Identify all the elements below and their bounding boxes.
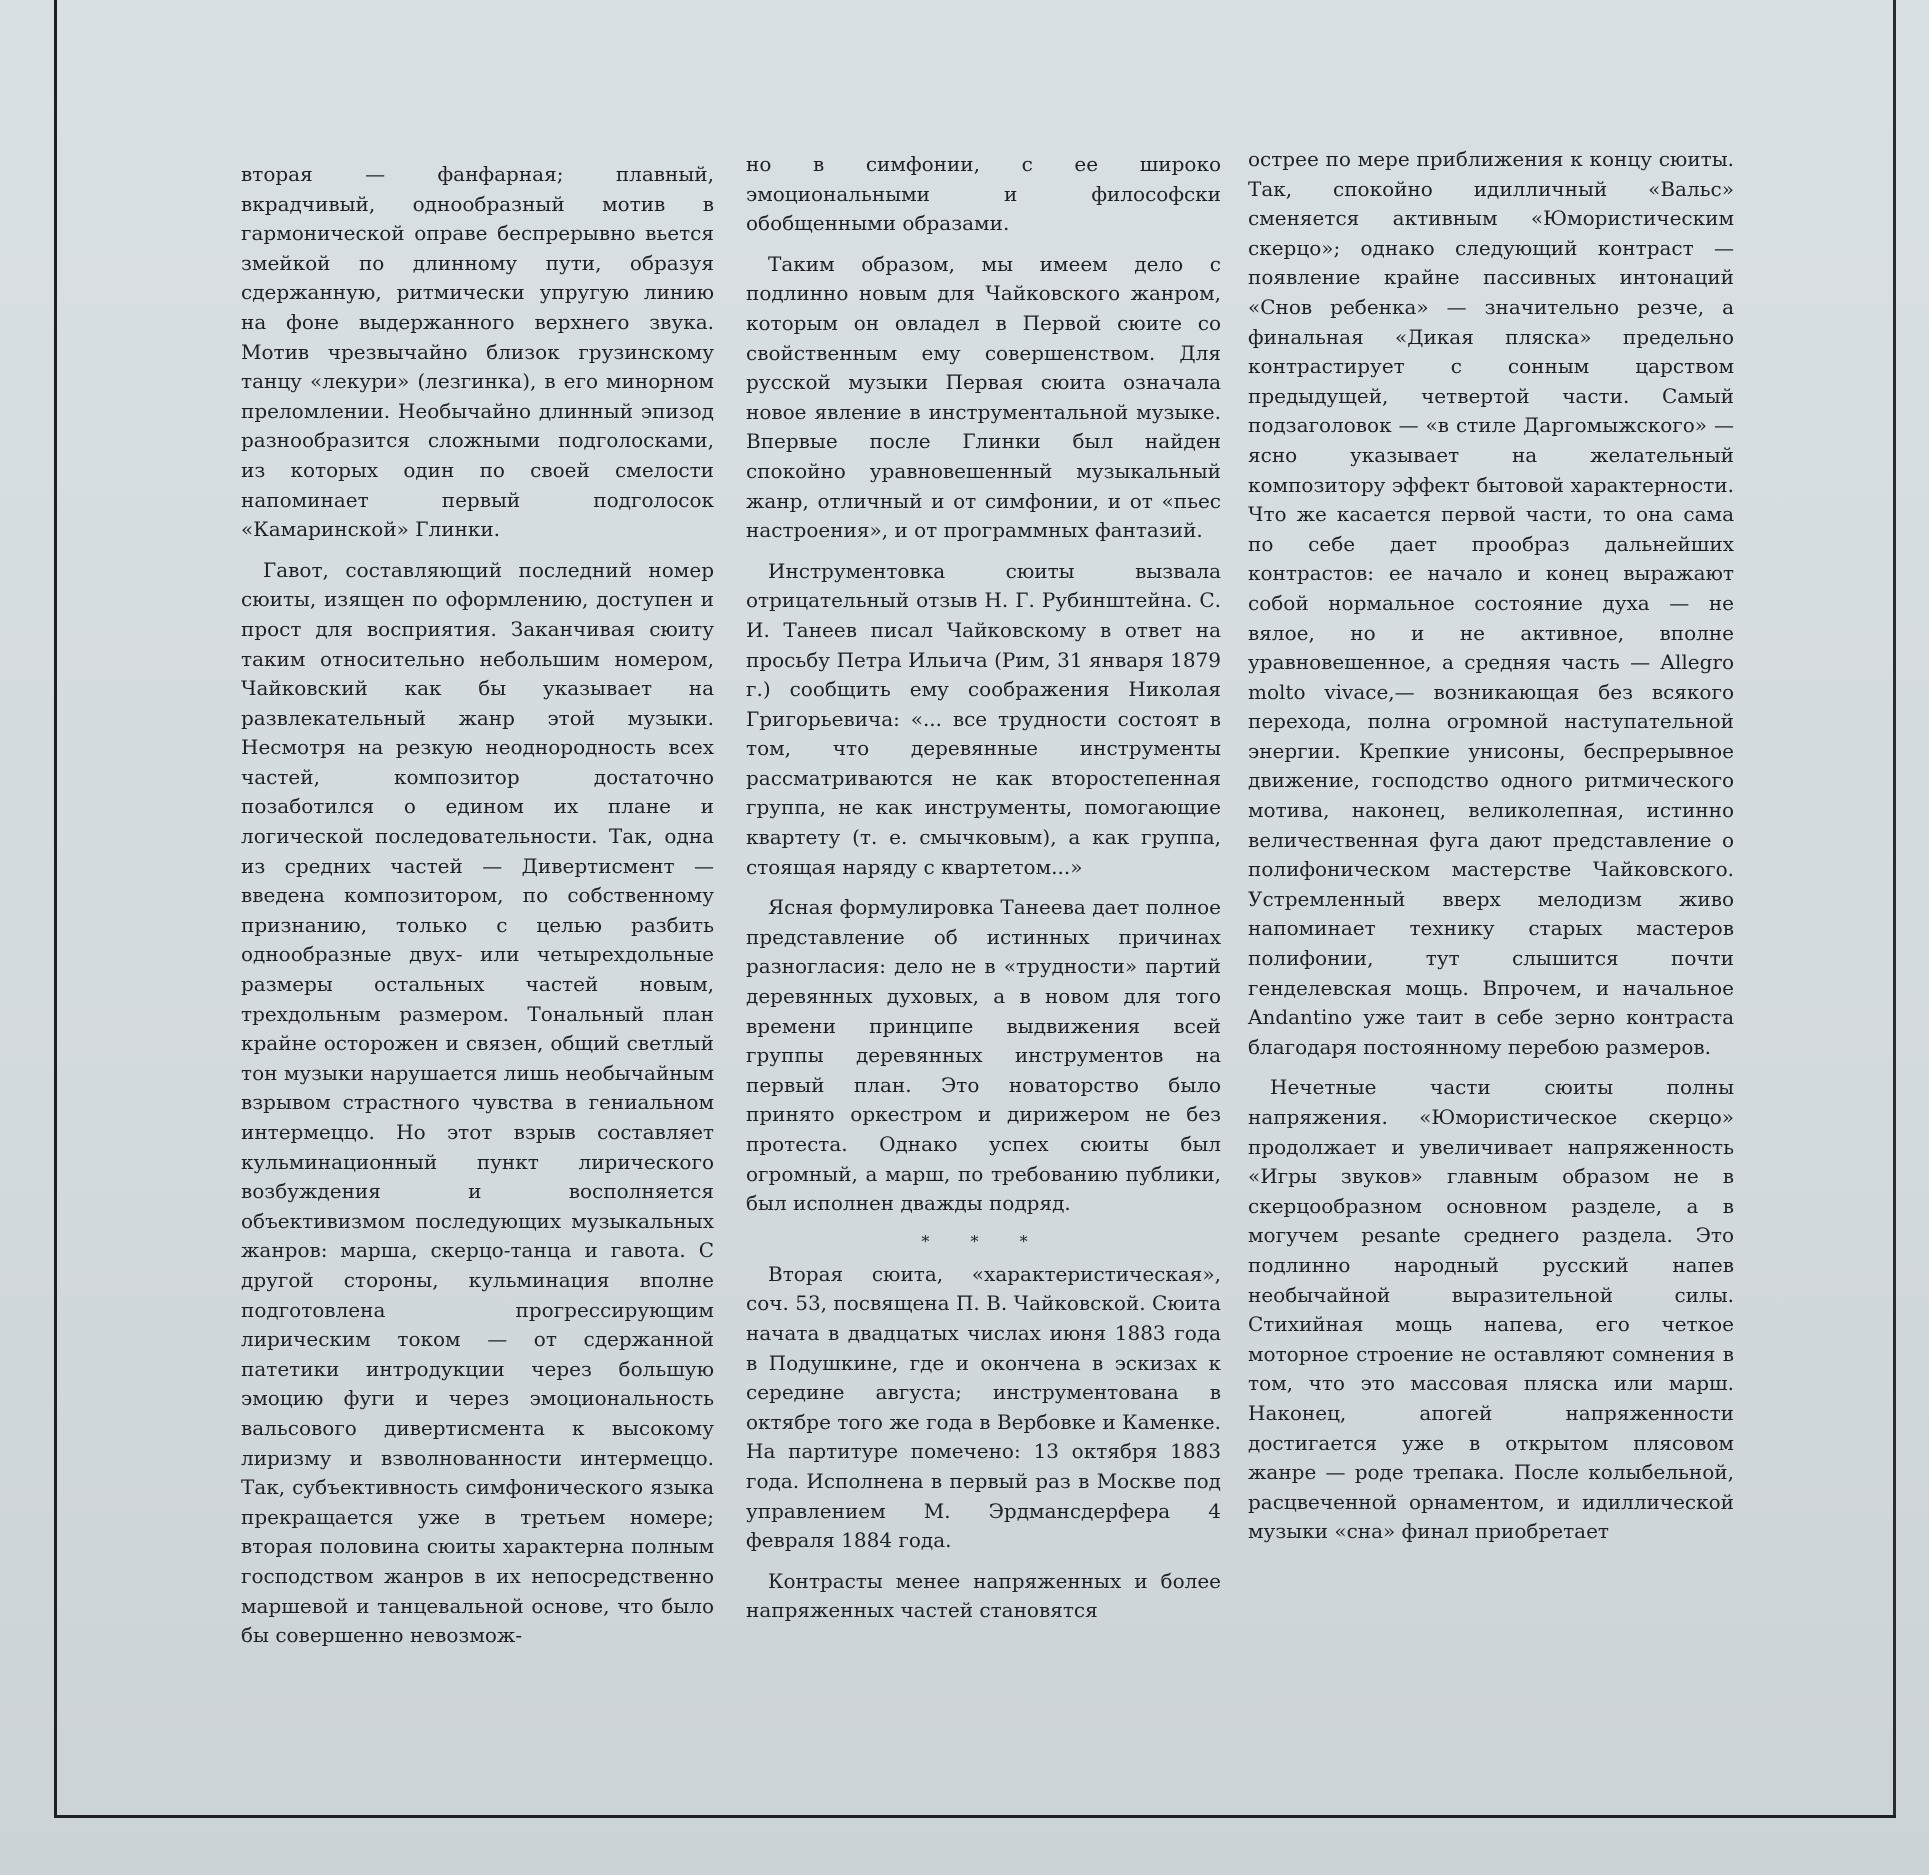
- paragraph: Ясная формулировка Танеева дает полное представление об истинных причинах разногласия: дело не в «трудности» партий деревянных духовых, а в новом для того времени принципе выдвижения всей группы деревянных инструментов на первый план. Это новаторство было принято оркестром и дирижером не без протеста. Однако успех сюиты был огромный, а марш, по требованию публики, был исполнен дважды подряд.: [746, 895, 1221, 1216]
- paragraph: Таким образом, мы имеем дело с подлинно новым для Чайковского жанром, которым он овладел в Первой сюите со свойственным ему совершенством. Для русской музыки Первая сюита означала новое явление в инструментальной музыке. Впервые после Глинки был найден спокойно уравновешенный музыкальный жанр, отличный и от симфонии, и от «пьес настроения», и от программных фантазий.: [746, 251, 1221, 543]
- paragraph: Контрасты менее напряженных и более напряженных частей становятся: [746, 1568, 1221, 1623]
- paragraph: Инструментовка сюиты вызвала отрицательный отзыв Н. Г. Рубинштейна. С. И. Танеев писал Чайковскому в ответ на просьбу Петра Ильича (Рим, 31 января 1879 г.) сообщить ему соображения Николая Григорьевича: «... все трудности состоят в том, что деревянные инструменты рассматриваются не как второстепенная группа, не как инструменты, помогающие квартету (т. е. смычковым), а как группа, стоящая наряду с квартетом...»: [746, 558, 1221, 879]
- text-column-2: [746, 150, 1221, 1637]
- text-column-1: [241, 160, 714, 1662]
- paragraph: Вторая сюита, «характеристическая», соч. 53, посвящена П. В. Чайковской. Сюита начата в двадцатых числах июня 1883 года в Подушкине, где и окончена в эскизах к середине августа; инструментована в октябре того же года в Вербовке и Каменке. На партитуре помечено: 13 октября 1883 года. Исполнена в первый раз в Москве под управлением М. Эрдмансдерфера 4 февраля 1884 года.: [746, 1261, 1221, 1553]
- page-frame-bottom-rule: [54, 1815, 1896, 1818]
- paragraph: Нечетные части сюиты полны напряжения. «Юмористическое скерцо» продолжает и увеличивает напряженность «Игры звуков» главным образом не в скерцообразном основном разделе, а в могучем pesante среднего раздела. Это подлинно народный русский напев необычайной выразительной силы. Стихийная мощь напева, его четкое моторное строение не оставляют сомнения в том, что это массовая пляска или марш. Наконец, апогей напряженности достигается уже в открытом плясовом жанре — роде трепака. После колыбельной, расцвеченной орнаментом, и идиллической музыки «сна» финал приобретает: [1248, 1075, 1734, 1544]
- page-frame-right-rule: [1893, 0, 1896, 1818]
- paragraph: но в симфонии, с ее широко эмоциональными и философски обобщенными образами.: [746, 152, 1221, 236]
- paragraph: вторая — фанфарная; плавный, вкрадчивый, однообразный мотив в гармонической оправе беспрерывно вьется змейкой по длинному пути, образуя сдержанную, ритмически упругую линию на фоне выдержанного верхнего звука. Мотив чрезвычайно близок грузинскому танцу «лекури» (лезгинка), в его минорном преломлении. Необычайно длинный эпизод разнообразится сложными подголосками, из которых один по своей смелости напоминает первый подголосок «Камаринской» Глинки.: [241, 162, 714, 542]
- page-frame-left-rule: [54, 0, 57, 1818]
- paragraph: Гавот, составляющий последний номер сюиты, изящен по оформлению, доступен и прост для восприятия. Заканчивая сюиту таким относительно небольшим номером, Чайковский как бы указывает на развлекательный жанр этой музыки. Несмотря на резкую неоднородность всех частей, композитор достаточно позаботился о едином их плане и логической последовательности. Так, одна из средних частей — Дивертисмент — введена композитором, по собственному признанию, только с целью разбить однообразные двух- или четырехдольные размеры остальных частей новым, трехдольным размером. Тональный план крайне осторожен и связен, общий светлый тон музыки нарушается лишь необычайным взрывом страстного чувства в гениальном интермеццо. Но этот взрыв составляет кульминационный пункт лирического возбуждения и восполняется объективизмом последующих музыкальных жанров: марша, скерцо-танца и гавота. С другой стороны, кульминация вполне подготовлена прогрессирующим лирическим током — от сдержанной патетики интродукции через большую эмоцию фуги и через эмоциональность вальсового дивертисмента к высокому лиризму и взволнованности интермеццо. Так, субъективность симфонического языка прекращается уже в третьем номере; вторая половина сюиты характерна полным господством жанров в их непосредственно маршевой и танцевальной основе, что было бы совершенно невозмож-: [241, 557, 714, 1648]
- paragraph: острее по мере приближения к концу сюиты. Так, спокойно идилличный «Вальс» сменяется активным «Юмористическим скерцо»; однако следующий контраст — появление крайне пассивных интонаций «Снов ребенка» — значительно резче, а финальная «Дикая пляска» предельно контрастирует с сонным царством предыдущей, четвертой части. Самый подзаголовок — «в стиле Даргомыжского» — ясно указывает на желательный композитору эффект бытовой характерности. Что же касается первой части, то она сама по себе дает прообраз дальнейших контрастов: ее начало и конец выражают собой нормальное состояние духа — не вялое, но и не активное, вполне уравновешенное, а средняя часть — Allegro molto vivace,— возникающая без всякого перехода, полна огромной наступательной энергии. Крепкие унисоны, беспрерывное движение, господство одного ритмического мотива, наконец, великолепная, истинно величественная фуга дают представление о полифоническом мастерстве Чайковского. Устремленный вверх мелодизм живо напоминает технику старых мастеров полифонии, тут слышится почти генделевская мощь. Впрочем, и начальное Andantino уже таит в себе зерно контраста благодаря постоянному перебою размеров.: [1248, 147, 1734, 1059]
- text-column-3: [1248, 145, 1734, 1558]
- section-separator: * * *: [921, 1231, 1046, 1251]
